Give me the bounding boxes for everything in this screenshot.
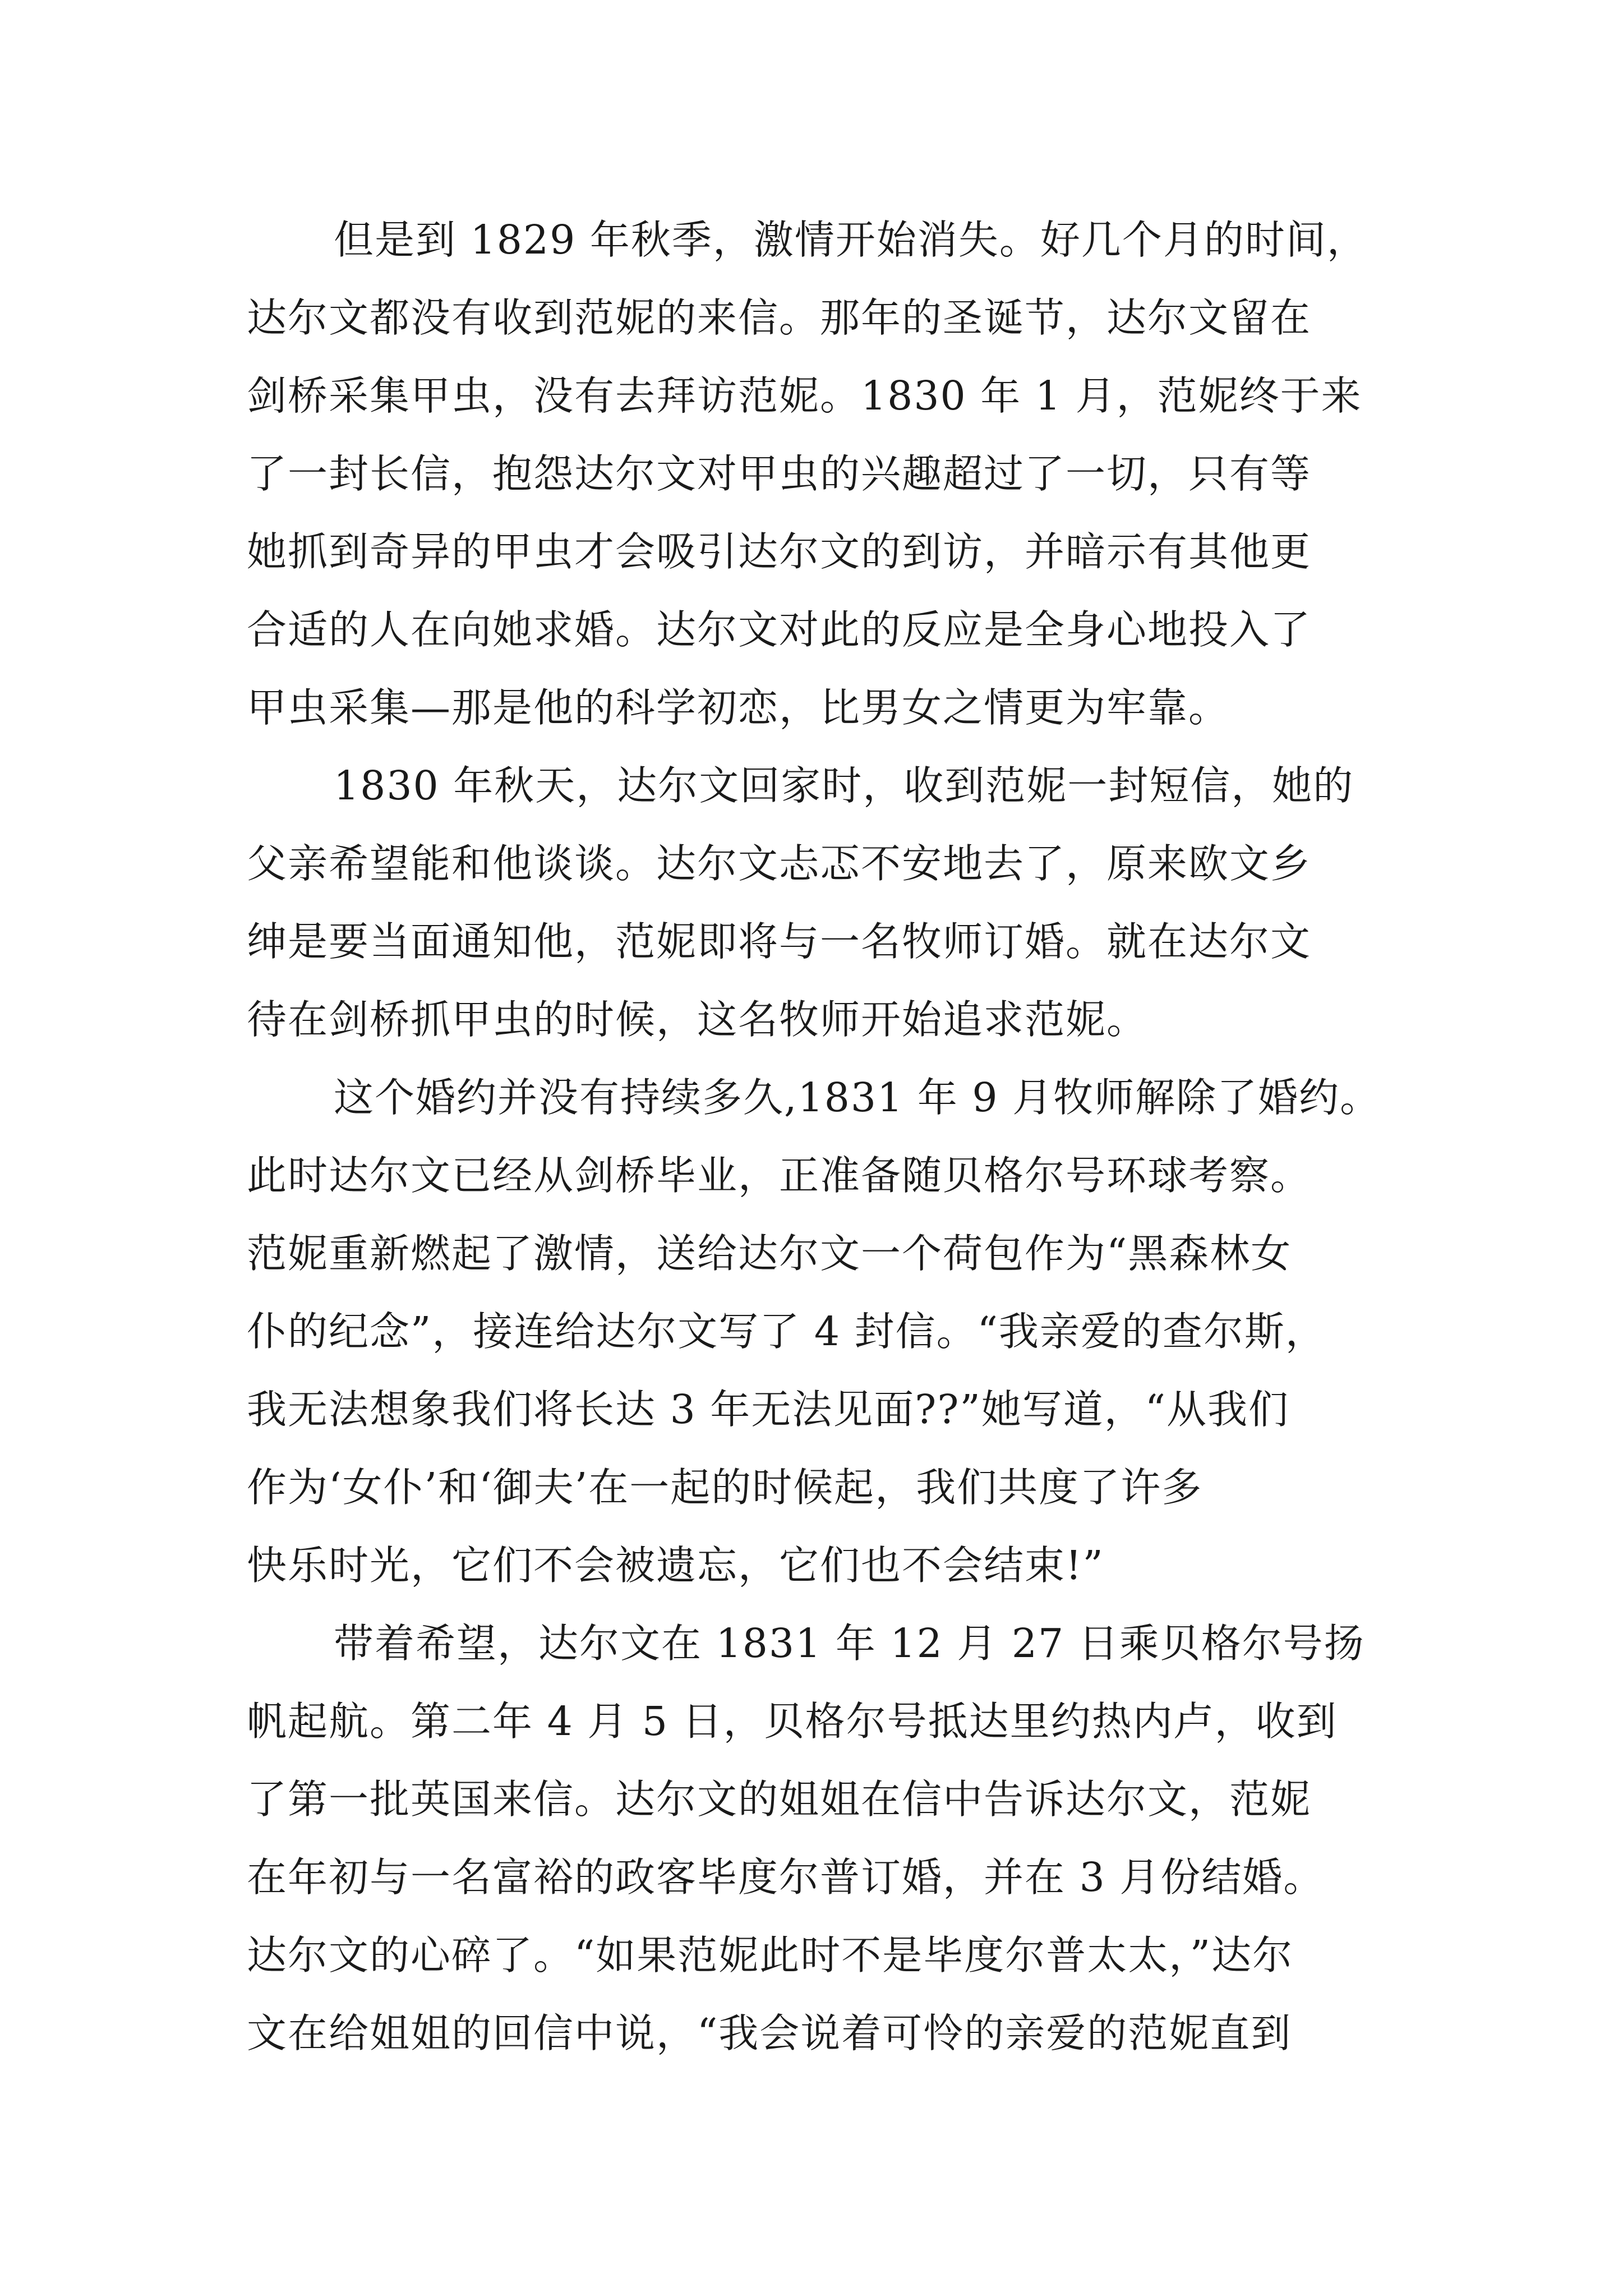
text-line: 她抓到奇异的甲虫才会吸引达尔文的到访，并暗示有其他更 (247, 528, 1312, 575)
text-line: 甲虫采集—那是他的科学初恋，比男女之情更为牢靠。 (247, 684, 1230, 731)
text-line: 作为‘女仆’和‘御夫’在一起的时候起，我们共度了许多 (247, 1464, 1203, 1511)
text-line: 待在剑桥抓甲虫的时候，这名牧师开始追求范妮。 (247, 996, 1148, 1043)
text-line: 绅是要当面通知他，范妮即将与一名牧师订婚。就在达尔文 (247, 918, 1312, 965)
text-line: 范妮重新燃起了激情，送给达尔文一个荷包作为“黑森林女 (247, 1230, 1292, 1277)
text-line: 了第一批英国来信。达尔文的姐姐在信中告诉达尔文，范妮 (247, 1776, 1312, 1823)
text-line: 剑桥采集甲虫，没有去拜访范妮。1830 年 1 月，范妮终于来 (247, 372, 1362, 419)
text-line: 达尔文的心碎了。“如果范妮此时不是毕度尔普太太，”达尔 (247, 1932, 1294, 1978)
text-line: 了一封长信，抱怨达尔文对甲虫的兴趣超过了一切，只有等 (247, 450, 1312, 497)
text-line: 但是到 1829 年秋季，激情开始消失。好几个月的时间， (334, 217, 1368, 263)
text-line: 我无法想象我们将长达 3 年无法见面??”她写道，“从我们 (247, 1386, 1290, 1433)
text-line: 文在给姐姐的回信中说，“我会说着可怜的亲爱的范妮直到 (247, 2010, 1292, 2056)
text-line: 带着希望，达尔文在 1831 年 12 月 27 日乘贝格尔号扬 (334, 1620, 1365, 1667)
text-line: 仆的纪念”，接连给达尔文写了 4 封信。“我亲爱的查尔斯， (247, 1308, 1326, 1355)
text-line: 达尔文都没有收到范妮的来信。那年的圣诞节，达尔文留在 (247, 295, 1312, 341)
text-line: 合适的人在向她求婚。达尔文对此的反应是全身心地投入了 (247, 606, 1312, 653)
text-line: 在年初与一名富裕的政客毕度尔普订婚，并在 3 月份结婚。 (247, 1854, 1325, 1901)
text-line: 快乐时光，它们不会被遗忘，它们也不会结束!” (247, 1542, 1104, 1589)
text-line: 1830 年秋天，达尔文回家时，收到范妮一封短信，她的 (334, 762, 1354, 809)
text-line: 此时达尔文已经从剑桥毕业，正准备随贝格尔号环球考察。 (247, 1152, 1312, 1199)
text-line: 帆起航。第二年 4 月 5 日，贝格尔号抵达里约热内卢，收到 (247, 1698, 1338, 1745)
text-line: 这个婚约并没有持续多久,1831 年 9 月牧师解除了婚约。 (334, 1074, 1381, 1121)
text-line: 父亲希望能和他谈谈。达尔文忐忑不安地去了，原来欧文乡 (247, 840, 1312, 887)
